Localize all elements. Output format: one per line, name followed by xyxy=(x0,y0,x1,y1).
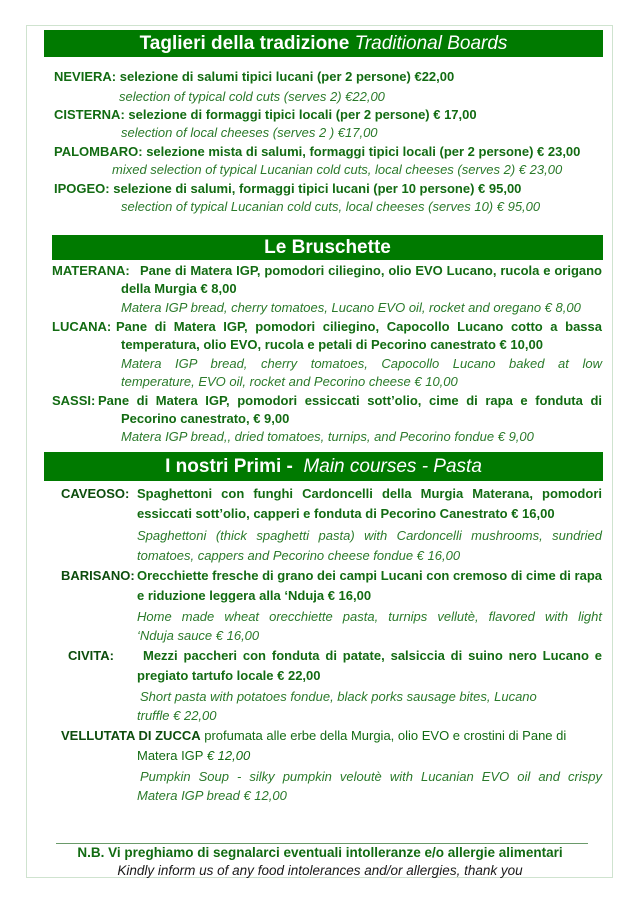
menu-item-palombaro-en: mixed selection of typical Lucanian cold cuts, local cheeses (serves 2) € 23,00 xyxy=(112,162,563,177)
menu-item-sassi-desc-1: Pane di Matera IGP, pomodori essiccati sott’olio, cime di rapa e fonduta di xyxy=(98,393,602,408)
allergy-note-it: N.B. Vi preghiamo di segnalarci eventuali intolleranze e/o allergie alimentari xyxy=(77,845,563,860)
section-header-boards xyxy=(44,30,603,57)
menu-item-civita-desc-1: Mezzi paccheri con fonduta di patate, salsiccia di suino nero Lucano e xyxy=(143,648,602,663)
footer-divider xyxy=(56,843,588,844)
menu-item-barisano-label: BARISANO: xyxy=(61,568,135,583)
menu-item-ipogeo: IPOGEO: selezione di salumi, formaggi tipici lucani (per 10 persone) € 95,00 xyxy=(54,181,522,196)
menu-item-neviera-en: selection of typical cold cuts (serves 2) €22,00 xyxy=(119,89,385,104)
menu-item-ipogeo-en: selection of typical Lucanian cold cuts, local cheeses (serves 10) € 95,00 xyxy=(121,199,541,214)
menu-item-palombaro: PALOMBARO: selezione mista di salumi, formaggi tipici locali (per 2 persone) € 23,00 xyxy=(54,144,581,159)
menu-item-materana-label: MATERANA: xyxy=(52,263,130,278)
menu-item-barisano-en-1: Home made wheat orecchiette pasta, turnips vellutè, flavored with light xyxy=(137,609,602,624)
section-title: Le Bruschette xyxy=(264,236,391,258)
section-title-en: Traditional Boards xyxy=(354,32,508,54)
menu-item-materana-desc-2: della Murgia € 8,00 xyxy=(121,281,237,296)
menu-item-civita-desc-2: pregiato tartufo locale € 22,00 xyxy=(137,668,321,683)
menu-item-lucana-en-2: temperature, EVO oil, rocket and Pecorino cheese € 10,00 xyxy=(121,374,458,389)
menu-item-lucana-desc-2: temperatura, olio EVO, rucola e petali di Pecorino canestrato € 10,00 xyxy=(121,337,543,352)
menu-item-vellutata-desc-1: profumata alle erbe della Murgia, olio EVO e crostini di Pane di xyxy=(200,728,567,743)
section-header-primi xyxy=(44,452,603,481)
menu-item-civita-en-1: Short pasta with potatoes fondue, black porks sausage bites, Lucano xyxy=(140,689,537,704)
section-header-bruschette xyxy=(52,235,603,260)
menu-item-cisterna: CISTERNA: selezione di formaggi tipici locali (per 2 persone) € 17,00 xyxy=(54,107,477,122)
menu-item-sassi-label: SASSI: xyxy=(52,393,96,408)
menu-item-neviera: NEVIERA: selezione di salumi tipici lucani (per 2 persone) €22,00 xyxy=(54,69,455,84)
menu-item-vellutata-en-2: Matera IGP bread € 12,00 xyxy=(137,788,287,803)
menu-item-caveoso-label: CAVEOSO: xyxy=(61,486,130,501)
menu-item-barisano-desc-1: Orecchiette fresche di grano dei campi Lucani con cremoso di cime di rapa xyxy=(137,568,602,583)
section-title-it: Taglieri della tradizione xyxy=(139,32,355,54)
menu-item-vellutata-label: VELLUTATA DI ZUCCA xyxy=(61,728,201,743)
menu-item-lucana-desc-1: Pane di Matera IGP, pomodori ciliegino, Capocollo Lucano cotto a bassa xyxy=(116,319,602,334)
menu-item-vellutata-desc-2 xyxy=(137,747,250,765)
menu-item-materana-en: Matera IGP bread, cherry tomatoes, Lucano EVO oil, rocket and oregano € 8,00 xyxy=(121,300,581,315)
menu-item-barisano-en-2: ‘Nduja sauce € 16,00 xyxy=(137,628,260,643)
menu-item-materana-desc-1: Pane di Matera IGP, pomodori ciliegino, olio EVO Lucano, rucola e origano xyxy=(140,263,602,278)
menu-item-caveoso-desc-1: Spaghettoni con funghi Cardoncelli della Murgia Materana, pomodori xyxy=(137,486,602,501)
menu-item-civita-en-2: truffle € 22,00 xyxy=(137,708,217,723)
menu-item-civita-label: CIVITA: xyxy=(68,648,114,663)
menu-item-caveoso-en-1: Spaghettoni (thick spaghetti pasta) with Cardoncelli mushrooms, sundried xyxy=(137,528,602,543)
menu-item-barisano-desc-2: e riduzione leggera alla ‘Nduja € 16,00 xyxy=(137,588,372,603)
menu-item-caveoso-desc-2: essiccati sott’olio, capperi e fonduta di Pecorino Canestrato € 16,00 xyxy=(137,506,555,521)
menu-item-vellutata-en-1: Pumpkin Soup - silky pumpkin veloutè with Lucanian EVO oil and crispy xyxy=(140,769,602,784)
section-title-en: Main courses - Pasta xyxy=(303,455,482,477)
menu-item-lucana-en-1: Matera IGP bread, cherry tomatoes, Capocollo Lucano baked at low xyxy=(121,356,602,371)
menu-item-sassi-desc-2: Pecorino canestrato, € 9,00 xyxy=(121,411,290,426)
section-title-it: I nostri Primi - xyxy=(165,455,304,477)
menu-item-lucana-label: LUCANA: xyxy=(52,319,112,334)
menu-item-vellutata xyxy=(61,727,602,745)
menu-item-vellutata-price: € 12,00 xyxy=(206,748,251,763)
menu-item-cisterna-en: selection of local cheeses (serves 2 ) €17,00 xyxy=(121,125,378,140)
allergy-note-en: Kindly inform us of any food intolerances and/or allergies, thank you xyxy=(117,863,523,878)
menu-item-caveoso-en-2: tomatoes, cappers and Pecorino cheese fondue € 16,00 xyxy=(137,548,461,563)
menu-item-vellutata-desc-2a: Matera IGP xyxy=(137,748,207,763)
menu-item-sassi-en: Matera IGP bread,, dried tomatoes, turnips, and Pecorino fondue € 9,00 xyxy=(121,429,534,444)
